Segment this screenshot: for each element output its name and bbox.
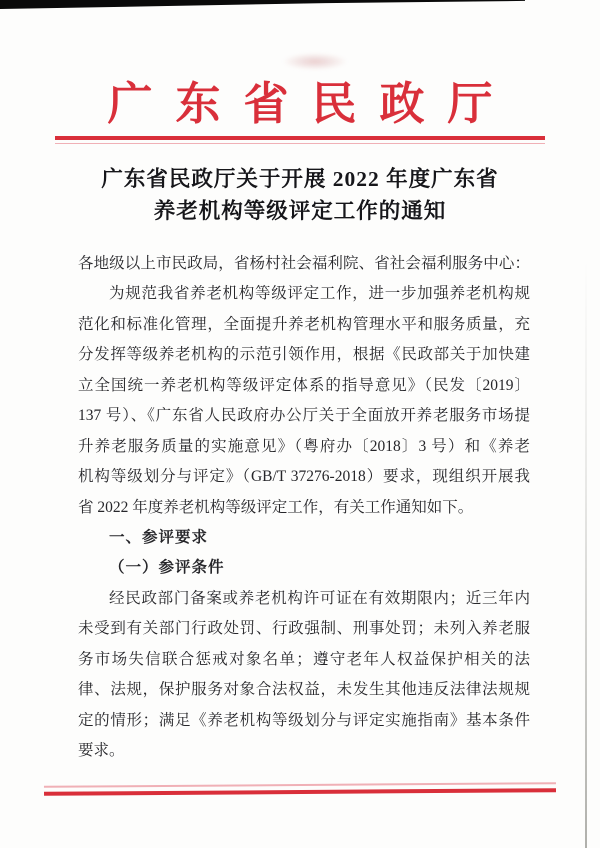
body-line: 范化和标准化管理，全面提升养老机构管理水平和服务质量，充 <box>78 315 530 333</box>
body-heading: 一、参评要求 <box>109 528 209 546</box>
body-line: 务市场失信联合惩戒对象名单；遵守老年人权益保护相关的法 <box>78 650 530 668</box>
body-line: 为规范我省养老机构等级评定工作，进一步加强养老机构规 <box>109 285 530 303</box>
document-title <box>40 164 560 227</box>
document-title-line-2: 养老机构等级评定工作的通知 <box>153 198 447 223</box>
body-line: 各地级以上市民政局，省杨村社会福利院、省社会福利服务中心： <box>78 255 530 272</box>
body-line: 定的情形；满足《养老机构等级划分与评定实施指南》基本条件 <box>78 711 530 729</box>
footer-rule-light <box>44 782 556 787</box>
body-line: 省 2022 年度养老机构等级评定工作，有关工作通知如下。 <box>78 498 474 516</box>
body-line: 要求。 <box>78 742 125 759</box>
body-line: 经民政部门备案或养老机构许可证在有效期限内；近三年内 <box>109 589 530 607</box>
document-title-line-1: 广东省民政厅关于开展 2022 年度广东省 <box>101 167 499 191</box>
letterhead-rule-light <box>55 143 545 145</box>
letterhead-rule <box>55 136 545 140</box>
body-line: 137 号）、《广东省人民政府办公厅关于全面放开养老服务市场提 <box>78 407 530 425</box>
document-body <box>78 249 530 766</box>
body-line: 分发挥等级养老机构的示范引领作用，根据《民政部关于加快建 <box>78 346 530 364</box>
body-line: 律、法规，保护服务对象合法权益，未发生其他违反法律法规规 <box>78 681 530 699</box>
scan-artifact-top-wedge <box>0 0 525 9</box>
agency-letterhead: 广东省民政厅 <box>107 79 516 129</box>
footer-rule <box>44 788 556 795</box>
body-line: 未受到有关部门行政处罚、行政强制、刑事处罚；未列入养老服 <box>78 620 530 638</box>
body-line: 立全国统一养老机构等级评定体系的指导意见》（民发〔2019〕 <box>78 376 530 394</box>
scan-artifact-right-edge-line <box>585 260 587 848</box>
body-heading: （一）参评条件 <box>109 559 225 577</box>
footer-rule-group <box>44 782 556 798</box>
scan-artifact-smudge <box>283 53 347 70</box>
body-line: 机构等级划分与评定》（GB/T 37276-2018）要求，现组织开展我 <box>78 468 530 486</box>
body-line: 升养老服务质量的实施意见》（粤府办〔2018〕3 号）和《养老 <box>78 437 530 455</box>
